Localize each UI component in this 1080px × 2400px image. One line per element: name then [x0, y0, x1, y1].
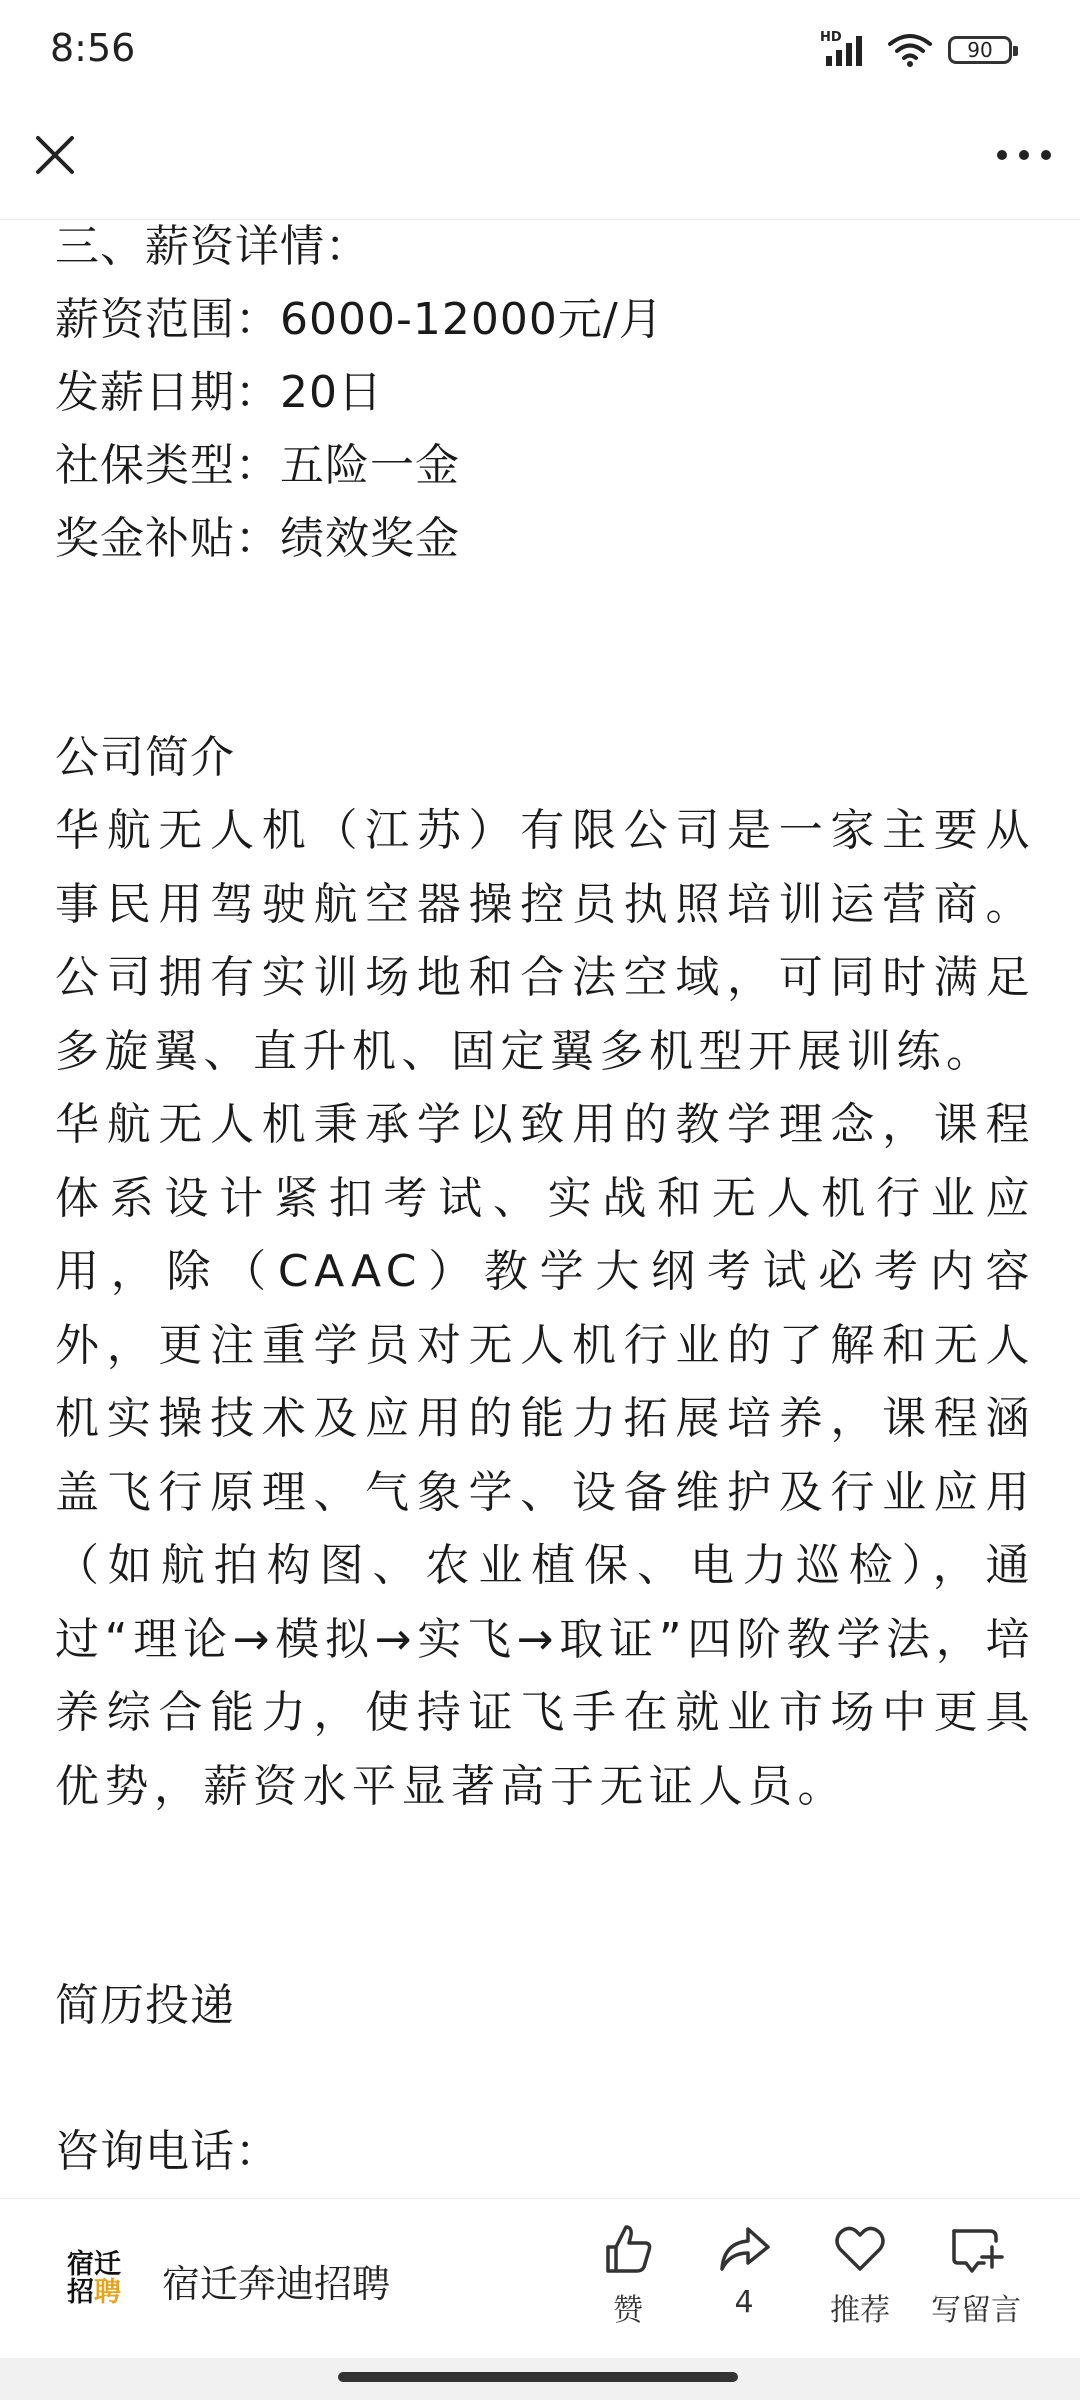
pay-date: 发薪日期：20日 — [55, 367, 383, 418]
like-label: 赞 — [613, 2293, 643, 2328]
signal-icon — [820, 30, 872, 70]
share-count: 4 — [734, 2285, 754, 2320]
company-intro-paragraph-2: 华航无人机秉承学以致用的教学理念，课程体系设计紧扣考试、实战和无人机行业应用，除（CAAC）教学大纲考试必考内容外，更注重学员对无人机行业的了解和无人机实操技术及应用的能力拓展培养，课程涵盖飞行原理、气象学、设备维护及行业应用（如航拍构图、农业植保、电力巡检），通过“理论→模拟→实飞→取证”四阶教学法，培养综合能力，使持证飞手在就业市场中更具优势，薪资水平显著高于无证人员。 — [55, 1099, 1035, 1812]
heart-icon — [832, 2221, 888, 2277]
insurance-type: 社保类型：五险一金 — [55, 440, 460, 491]
salary-range: 薪资范围：6000-12000元/月 — [55, 294, 664, 345]
like-button[interactable] — [573, 2221, 683, 2341]
recommend-label: 推荐 — [830, 2293, 890, 2328]
close-icon[interactable] — [30, 130, 80, 180]
battery-indicator — [948, 36, 1012, 64]
battery-level: 90 — [967, 38, 993, 62]
more-options-icon[interactable] — [994, 130, 1054, 180]
comment-label: 写留言 — [931, 2293, 1021, 2328]
salary-heading: 三、薪资详情： — [55, 221, 370, 272]
article-content — [55, 210, 1035, 2188]
logo-line-1: 宿迁 — [67, 2249, 121, 2280]
top-nav-bar — [0, 100, 1080, 220]
comment-add-icon — [948, 2221, 1004, 2277]
bottom-action-bar — [0, 2198, 1080, 2358]
wifi-icon — [888, 32, 932, 68]
company-intro-paragraph-1: 华航无人机（江苏）有限公司是一家主要从事民用驾驶航空器操控员执照培训运营商。公司拥有实训场地和合法空域，可同时满足多旋翼、直升机、固定翼多机型开展训练。 — [55, 805, 1035, 1077]
home-indicator-bar — [0, 2358, 1080, 2400]
account-name[interactable]: 宿迁奔迪招聘 — [162, 2262, 391, 2306]
bonus: 奖金补贴：绩效奖金 — [55, 513, 460, 564]
thumbs-up-icon — [600, 2221, 656, 2277]
company-heading: 公司简介 — [55, 732, 235, 783]
recommend-button[interactable] — [805, 2221, 915, 2341]
logo-char-1: 招 — [67, 2277, 94, 2308]
share-icon — [716, 2221, 772, 2277]
comment-button[interactable] — [921, 2221, 1031, 2341]
phone-label: 咨询电话： — [55, 2126, 280, 2177]
status-icons — [820, 30, 1012, 70]
status-time: 8:56 — [50, 26, 136, 70]
resume-heading: 简历投递 — [55, 1980, 235, 2031]
logo-char-2: 聘 — [94, 2277, 121, 2308]
home-indicator[interactable] — [338, 2372, 738, 2382]
account-logo[interactable] — [62, 2251, 126, 2307]
share-button[interactable] — [689, 2221, 799, 2341]
network-label: HD — [820, 30, 842, 45]
status-bar — [0, 0, 1080, 100]
